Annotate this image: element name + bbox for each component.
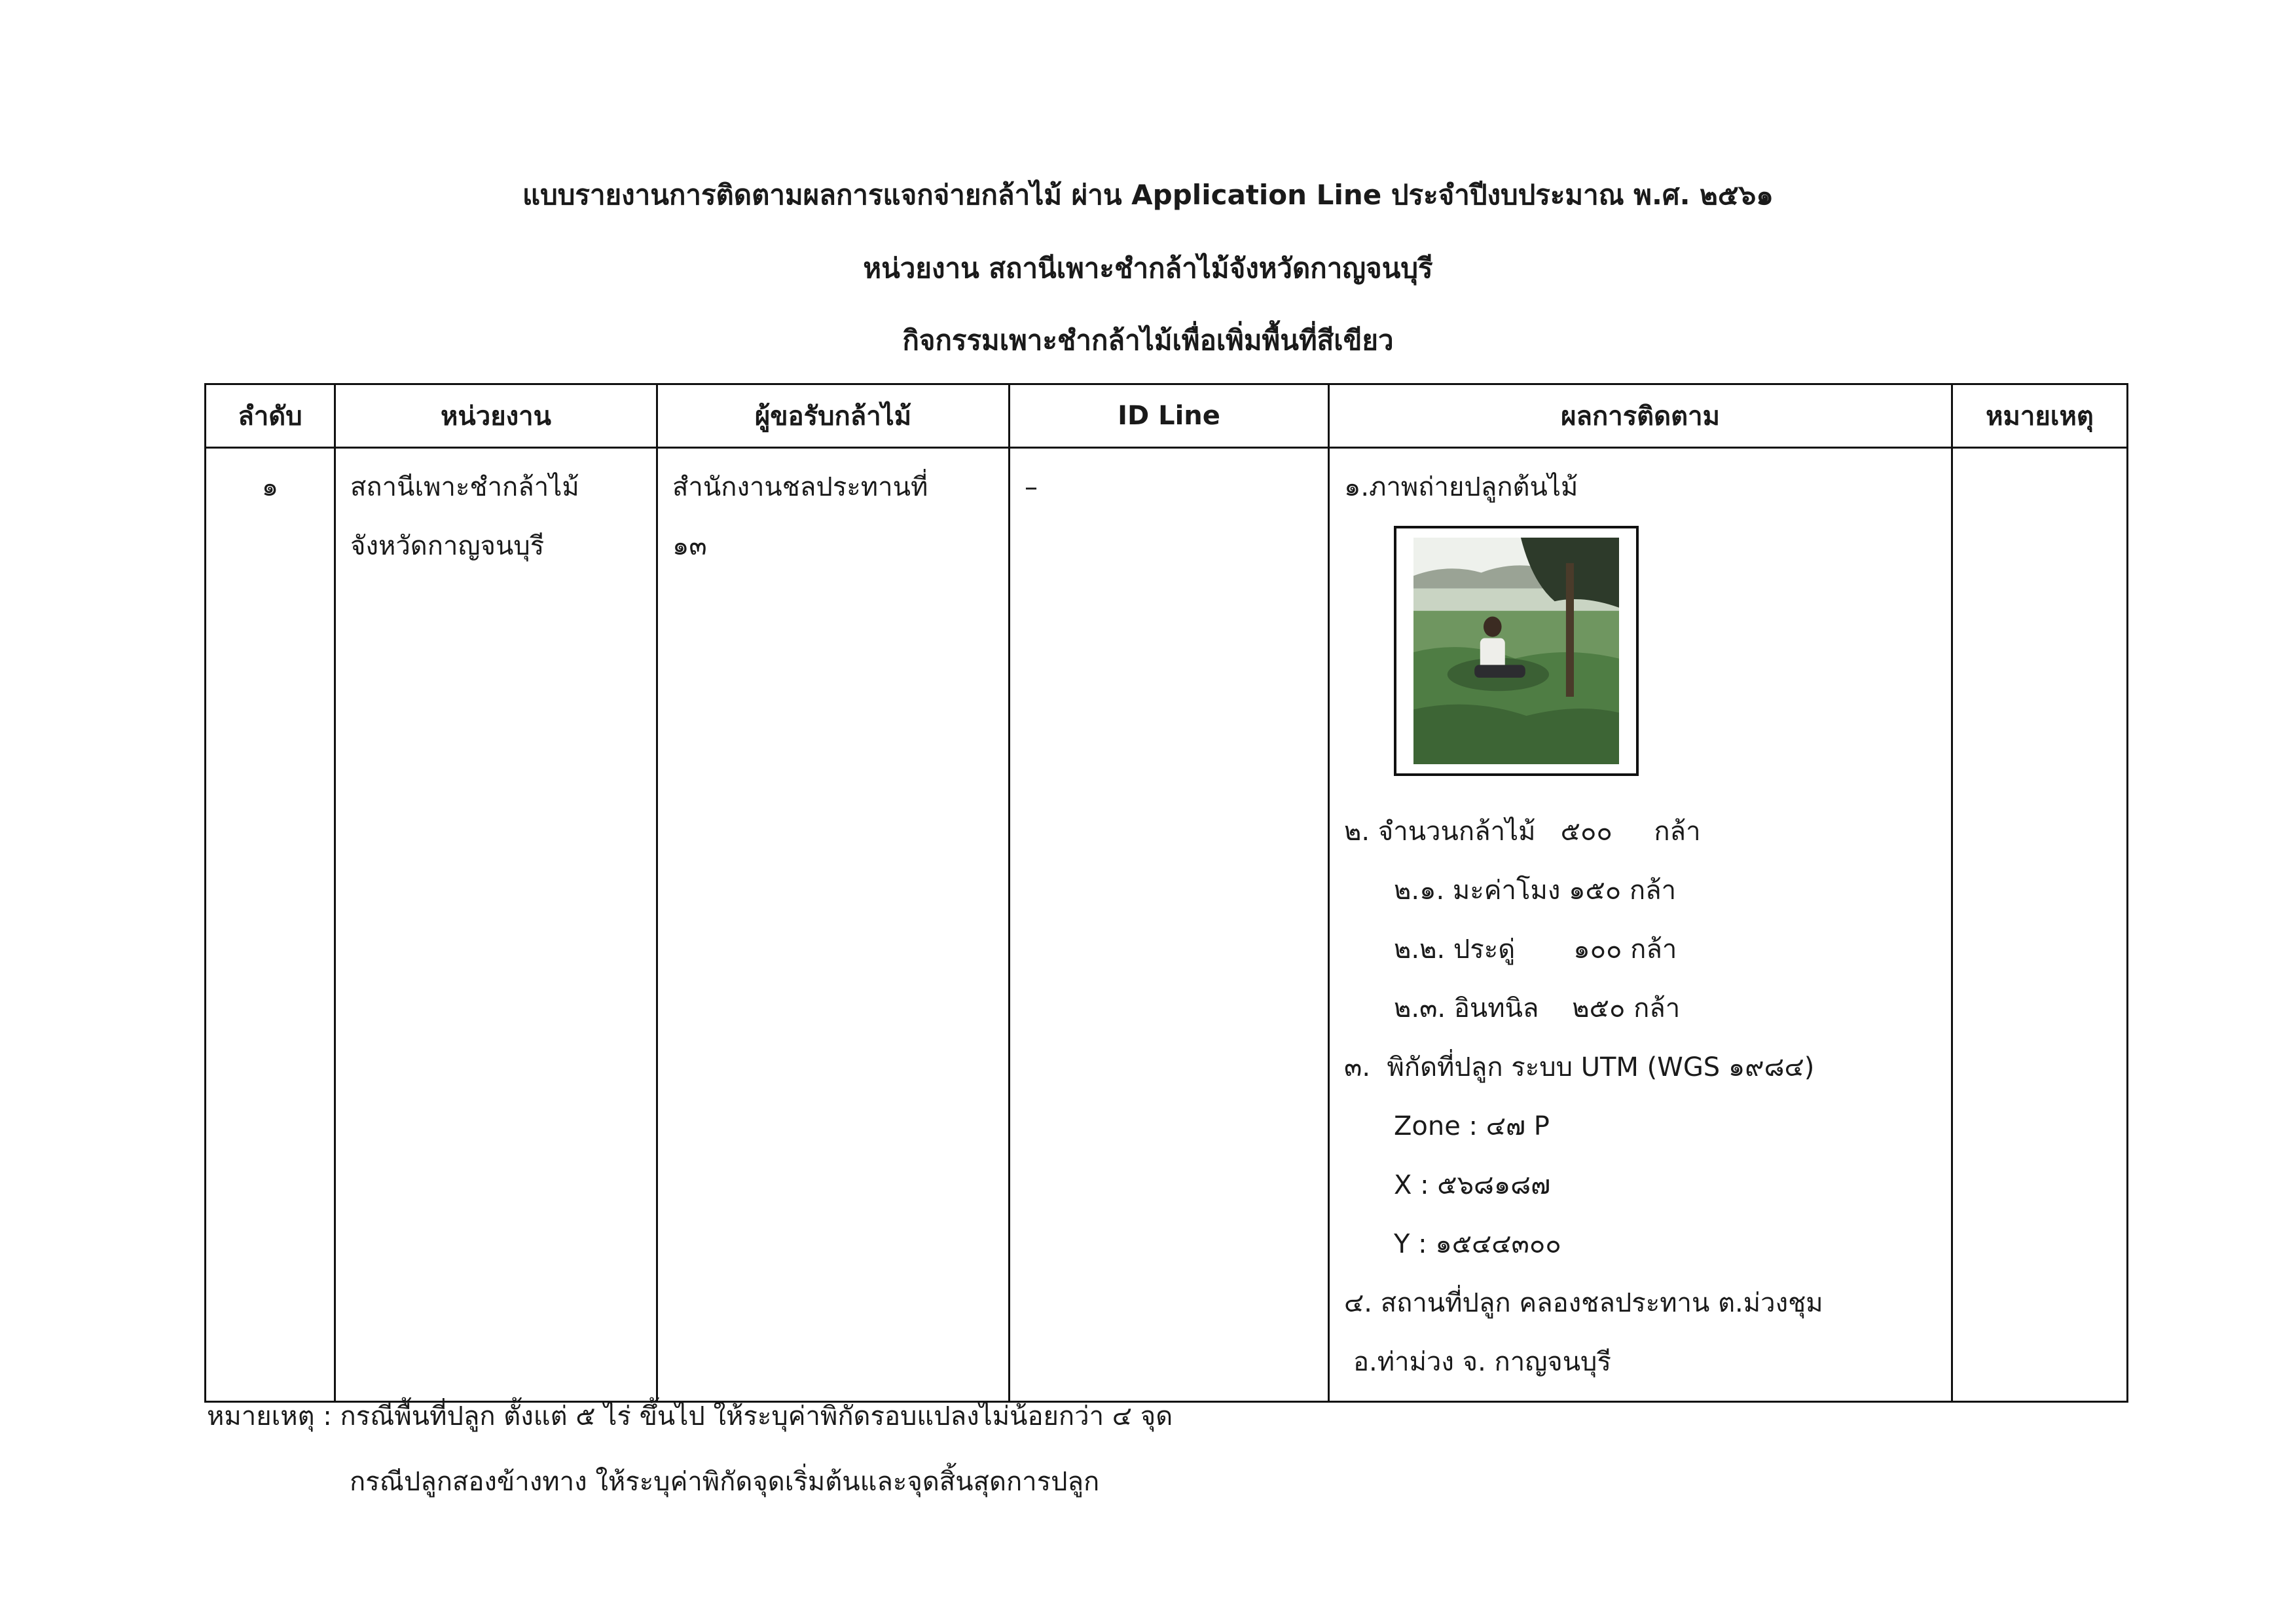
- cell-id-line: –: [1010, 448, 1329, 1402]
- column-header-requester: ผู้ขอรับกล้าไม้: [657, 384, 1010, 448]
- table-row: [206, 448, 2128, 1402]
- column-header-remark: หมายเหตุ: [1952, 384, 2128, 448]
- planting-location: อ.ท่าม่วง จ. กาญจนบุรี: [1353, 1347, 1611, 1377]
- agency-line: สถานีเพาะชำกล้าไม้: [350, 472, 579, 502]
- seedling-count: ๒. จำนวนกล้าไม้ ๕๐๐ กล้า: [1344, 817, 1701, 847]
- cell-agency: [335, 448, 657, 1402]
- column-header-result: ผลการติดตาม: [1329, 384, 1952, 448]
- coordinates-heading: ๓. พิกัดที่ปลูก ระบบ UTM (WGS ๑๙๘๔): [1344, 1052, 1815, 1082]
- footnote: หมายเหตุ : กรณีพื้นที่ปลูก ตั้งแต่ ๕ ไร่ ขึ้นไป ให้ระบุค่าพิกัดรอบแปลงไม่น้อยกว่า ๔ จุด: [207, 1401, 1173, 1431]
- utm-x: X : ๕๖๘๑๘๗: [1394, 1170, 1551, 1200]
- cell-result: [1329, 448, 1952, 1402]
- planting-photo-frame: [1394, 526, 1639, 776]
- report-table: [204, 383, 2128, 1403]
- cell-remark: [1952, 448, 2128, 1402]
- seedling-subitem: ๒.๒. ประดู่ ๑๐๐ กล้า: [1394, 934, 1677, 965]
- table-header-row: [206, 384, 2128, 448]
- column-header-id-line: ID Line: [1010, 384, 1329, 448]
- requester-line: สำนักงานชลประทานที่: [672, 472, 928, 502]
- footnote: กรณีปลูกสองข้างทาง ให้ระบุค่าพิกัดจุดเริ่มต้นและจุดสิ้นสุดการปลูก: [350, 1467, 1100, 1497]
- planting-location: ๔. สถานที่ปลูก คลองชลประทาน ต.ม่วงชุม: [1344, 1288, 1823, 1318]
- agency-line: จังหวัดกาญจนบุรี: [350, 531, 545, 561]
- utm-y: Y : ๑๕๔๔๓๐๐: [1394, 1229, 1561, 1259]
- cell-requester: [657, 448, 1010, 1402]
- agency-heading: หน่วยงาน สถานีเพาะชำกล้าไม้จังหวัดกาญจนบุรี: [863, 252, 1433, 284]
- activity-heading: กิจกรรมเพาะชำกล้าไม้เพื่อเพิ่มพื้นที่สีเขียว: [902, 324, 1394, 356]
- column-header-seq: ลำดับ: [206, 384, 335, 448]
- report-title: แบบรายงานการติดตามผลการแจกจ่ายกล้าไม้ ผ่าน Application Line ประจำปีงบประมาณ พ.ศ. ๒๕๖๑: [522, 179, 1774, 211]
- column-header-agency: หน่วยงาน: [335, 384, 657, 448]
- seedling-subitem: ๒.๑. มะค่าโมง ๑๕๐ กล้า: [1394, 876, 1677, 906]
- photo-heading: ๑.ภาพถ่ายปลูกต้นไม้: [1344, 472, 1578, 502]
- seedling-subitem: ๒.๓. อินทนิล ๒๕๐ กล้า: [1394, 993, 1681, 1024]
- cell-seq: ๑: [206, 448, 335, 1402]
- planting-photo: [1413, 538, 1619, 764]
- utm-zone: Zone : ๔๗ P: [1394, 1111, 1550, 1141]
- requester-line: ๑๓: [672, 531, 707, 561]
